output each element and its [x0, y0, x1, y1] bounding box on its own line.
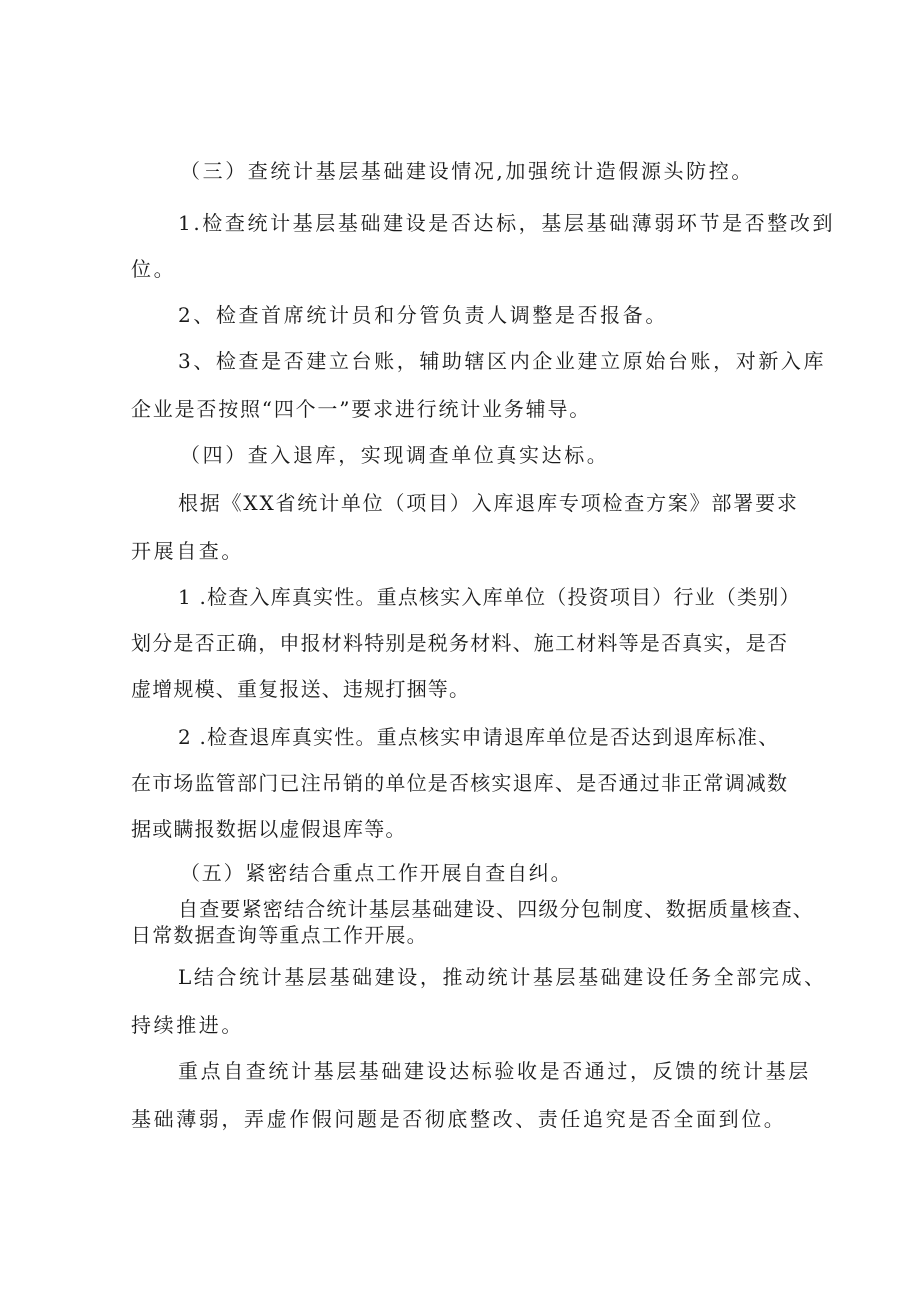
- paragraph-line: L结合统计基层基础建设，推动统计基层基础建设任务全部完成、: [178, 965, 827, 989]
- paragraph-line: 3、检查是否建立台账，辅助辖区内企业建立原始台账，对新入库: [178, 349, 827, 373]
- paragraph-line: 持续推进。: [131, 1013, 244, 1037]
- paragraph-line: 据或瞒报数据以虚假退库等。: [131, 817, 407, 841]
- section-heading-4: （四）查入退库，实现调查单位真实达标。: [180, 443, 610, 467]
- paragraph-line: 根据《XX省统计单位（项目）入库退库专项检查方案》部署要求: [178, 491, 799, 515]
- paragraph-line: 位。: [131, 257, 177, 281]
- paragraph-line: 日常数据查询等重点工作开展。: [131, 923, 428, 947]
- paragraph-line: 虚增规模、重复报送、违规打捆等。: [131, 677, 471, 701]
- paragraph-line: 开展自查。: [131, 539, 244, 563]
- paragraph-line: 企业是否按照“四个一”要求进行统计业务辅导。: [131, 397, 592, 421]
- section-heading-5: （五）紧密结合重点工作开展自查自纠。: [180, 861, 573, 885]
- paragraph-line: 重点自查统计基层基础建设达标验收是否通过，反馈的统计基层: [178, 1059, 811, 1083]
- paragraph-line: 2 .检查退库真实性。重点核实申请退库单位是否达到退库标准、: [178, 725, 780, 749]
- paragraph-line: 基础薄弱，弄虚作假问题是否彻底整改、责任追究是否全面到位。: [131, 1107, 787, 1131]
- section-heading-3: （三）查统计基层基础建设情况,加强统计造假源头防控。: [180, 159, 754, 183]
- paragraph-line: 1 .检查入库真实性。重点核实入库单位（投资项目）行业（类别）: [178, 585, 801, 609]
- paragraph-line: 在市场监管部门已注吊销的单位是否核实退库、是否通过非正常调减数: [131, 771, 789, 795]
- paragraph-line: 划分是否正确，申报材料特别是税务材料、施工材料等是否真实，是否: [131, 631, 789, 655]
- paragraph-line: 2、检查首席统计员和分管负责人调整是否报备。: [178, 303, 668, 327]
- paragraph-line: 自查要紧密结合统计基层基础建设、四级分包制度、数据质量核查、: [178, 897, 814, 921]
- paragraph-line: 1.检查统计基层基础建设是否达标，基层基础薄弱环节是否整改到: [178, 211, 836, 235]
